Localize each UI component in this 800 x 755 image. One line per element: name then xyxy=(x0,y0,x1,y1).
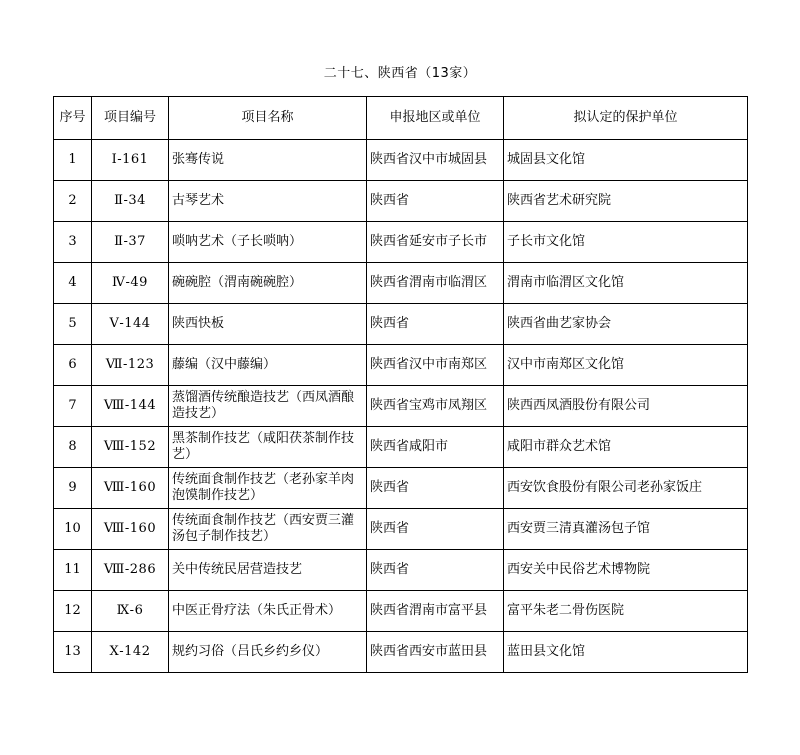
cell-region: 陕西省 xyxy=(367,468,504,509)
cell-name: 中医正骨疗法（朱氏正骨术） xyxy=(169,591,367,632)
cell-region: 陕西省 xyxy=(367,181,504,222)
cell-seq: 6 xyxy=(54,345,92,386)
cell-code: Ⅷ-152 xyxy=(92,427,169,468)
cell-region: 陕西省渭南市富平县 xyxy=(367,591,504,632)
table-header-row xyxy=(54,97,748,140)
cell-unit: 富平朱老二骨伤医院 xyxy=(504,591,748,632)
cell-unit: 西安饮食股份有限公司老孙家饭庄 xyxy=(504,468,748,509)
cell-unit: 城固县文化馆 xyxy=(504,140,748,181)
cell-code: Ⅹ-142 xyxy=(92,632,169,673)
header-region: 申报地区或单位 xyxy=(367,97,504,140)
cell-seq: 11 xyxy=(54,550,92,591)
cell-unit: 蓝田县文化馆 xyxy=(504,632,748,673)
cell-seq: 10 xyxy=(54,509,92,550)
cell-code: Ⅷ-160 xyxy=(92,468,169,509)
table-body xyxy=(54,140,748,673)
cell-name: 关中传统民居营造技艺 xyxy=(169,550,367,591)
cell-region: 陕西省宝鸡市凤翔区 xyxy=(367,386,504,427)
table-row xyxy=(54,386,748,427)
cell-region: 陕西省西安市蓝田县 xyxy=(367,632,504,673)
cell-seq: 3 xyxy=(54,222,92,263)
cell-unit: 西安关中民俗艺术博物院 xyxy=(504,550,748,591)
cell-code: Ⅴ-144 xyxy=(92,304,169,345)
cell-unit: 陕西省曲艺家协会 xyxy=(504,304,748,345)
cell-code: Ⅷ-160 xyxy=(92,509,169,550)
heritage-table xyxy=(53,96,748,673)
cell-name: 蒸馏酒传统酿造技艺（西凤酒酿造技艺） xyxy=(169,386,367,427)
cell-seq: 12 xyxy=(54,591,92,632)
cell-code: Ⅸ-6 xyxy=(92,591,169,632)
cell-unit: 陕西省艺术研究院 xyxy=(504,181,748,222)
table-row xyxy=(54,509,748,550)
cell-name: 黑茶制作技艺（咸阳茯茶制作技艺） xyxy=(169,427,367,468)
table-row xyxy=(54,263,748,304)
cell-code: Ⅷ-286 xyxy=(92,550,169,591)
cell-name: 传统面食制作技艺（老孙家羊肉泡馍制作技艺） xyxy=(169,468,367,509)
cell-name: 古琴艺术 xyxy=(169,181,367,222)
table-row xyxy=(54,345,748,386)
cell-seq: 9 xyxy=(54,468,92,509)
header-seq: 序号 xyxy=(54,97,92,140)
cell-unit: 汉中市南郑区文化馆 xyxy=(504,345,748,386)
cell-seq: 8 xyxy=(54,427,92,468)
cell-name: 张骞传说 xyxy=(169,140,367,181)
cell-region: 陕西省渭南市临渭区 xyxy=(367,263,504,304)
cell-region: 陕西省 xyxy=(367,550,504,591)
cell-name: 藤编（汉中藤编） xyxy=(169,345,367,386)
cell-name: 传统面食制作技艺（西安贾三灌汤包子制作技艺） xyxy=(169,509,367,550)
cell-code: Ⅷ-144 xyxy=(92,386,169,427)
cell-code: Ⅶ-123 xyxy=(92,345,169,386)
table-row xyxy=(54,591,748,632)
cell-code: Ⅳ-49 xyxy=(92,263,169,304)
cell-name: 唢呐艺术（子长唢呐） xyxy=(169,222,367,263)
cell-unit: 咸阳市群众艺术馆 xyxy=(504,427,748,468)
cell-region: 陕西省汉中市城固县 xyxy=(367,140,504,181)
cell-region: 陕西省汉中市南郑区 xyxy=(367,345,504,386)
cell-region: 陕西省延安市子长市 xyxy=(367,222,504,263)
cell-code: Ⅱ-37 xyxy=(92,222,169,263)
table-row xyxy=(54,140,748,181)
cell-seq: 2 xyxy=(54,181,92,222)
header-code: 项目编号 xyxy=(92,97,169,140)
table-row xyxy=(54,550,748,591)
table-row xyxy=(54,632,748,673)
cell-seq: 5 xyxy=(54,304,92,345)
document-title: 二十七、陕西省（13家） xyxy=(323,66,477,81)
cell-unit: 子长市文化馆 xyxy=(504,222,748,263)
cell-unit: 陕西西凤酒股份有限公司 xyxy=(504,386,748,427)
cell-seq: 13 xyxy=(54,632,92,673)
cell-unit: 西安贾三清真灌汤包子馆 xyxy=(504,509,748,550)
cell-name: 碗碗腔（渭南碗碗腔） xyxy=(169,263,367,304)
table-row xyxy=(54,304,748,345)
cell-name: 规约习俗（吕氏乡约乡仪） xyxy=(169,632,367,673)
table-row xyxy=(54,427,748,468)
header-name: 项目名称 xyxy=(169,97,367,140)
cell-unit: 渭南市临渭区文化馆 xyxy=(504,263,748,304)
cell-seq: 7 xyxy=(54,386,92,427)
cell-seq: 1 xyxy=(54,140,92,181)
cell-name: 陕西快板 xyxy=(169,304,367,345)
cell-region: 陕西省 xyxy=(367,304,504,345)
cell-code: Ⅱ-34 xyxy=(92,181,169,222)
table-row xyxy=(54,222,748,263)
header-unit: 拟认定的保护单位 xyxy=(504,97,748,140)
cell-region: 陕西省 xyxy=(367,509,504,550)
table-row xyxy=(54,468,748,509)
cell-code: Ⅰ-161 xyxy=(92,140,169,181)
table-row xyxy=(54,181,748,222)
cell-seq: 4 xyxy=(54,263,92,304)
cell-region: 陕西省咸阳市 xyxy=(367,427,504,468)
